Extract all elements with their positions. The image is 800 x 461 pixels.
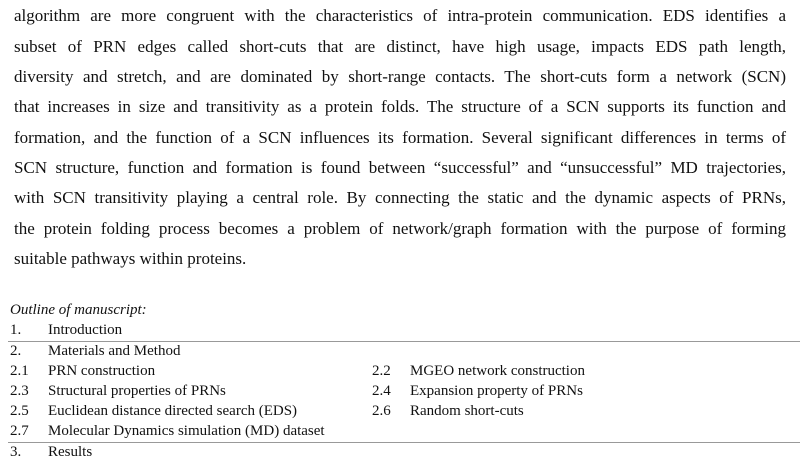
item-number: 3. xyxy=(10,444,22,460)
item-label: MGEO network construction xyxy=(410,363,585,379)
text-line: diversity and stretch, and are dominated by short-range contacts. The short-cuts form a network (SCN) xyxy=(14,67,786,86)
text-line: formation, and the function of a SCN influences its formation. Several significant differences in terms of xyxy=(14,128,786,147)
text-line: that increases in size and transitivity as a protein folds. The structure of a SCN supports its function and xyxy=(14,97,786,116)
item-label: Results xyxy=(48,444,93,460)
item-number: 2.4 xyxy=(372,383,391,399)
item-label: Molecular Dynamics simulation (MD) dataset xyxy=(48,423,325,439)
text-line: algorithm are more congruent with the characteristics of intra-protein communication. EDS identifies a xyxy=(14,6,786,25)
item-number: 2.6 xyxy=(372,403,391,419)
item-label: Expansion property of PRNs xyxy=(410,383,583,399)
item-label: Materials and Method xyxy=(48,343,181,359)
item-number: 2.2 xyxy=(372,363,391,379)
text-line: SCN structure, function and formation is found between “successful” and “unsuccessful” MD trajectories, xyxy=(14,158,786,177)
text-line: with SCN transitivity playing a central role. By connecting the static and the dynamic aspects of PRNs, xyxy=(14,188,786,207)
text-line: suitable pathways within proteins. xyxy=(14,249,247,268)
outline-heading: Outline of manuscript: xyxy=(10,302,147,318)
item-label: Structural properties of PRNs xyxy=(48,383,226,399)
item-number: 2.7 xyxy=(10,423,29,439)
item-label: Euclidean distance directed search (EDS) xyxy=(48,403,298,419)
item-number: 2. xyxy=(10,343,22,359)
divider xyxy=(8,442,800,443)
text-line: subset of PRN edges called short-cuts that are distinct, have high usage, impacts EDS path length, xyxy=(14,37,786,56)
item-label: Random short-cuts xyxy=(410,403,524,419)
item-label: Introduction xyxy=(48,322,123,338)
item-label: PRN construction xyxy=(48,363,156,379)
text-line: the protein folding process becomes a problem of network/graph formation with the purpose of forming xyxy=(14,219,786,238)
item-number: 1. xyxy=(10,322,22,338)
item-number: 2.5 xyxy=(10,403,29,419)
item-number: 2.1 xyxy=(10,363,29,379)
item-number: 2.3 xyxy=(10,383,29,399)
